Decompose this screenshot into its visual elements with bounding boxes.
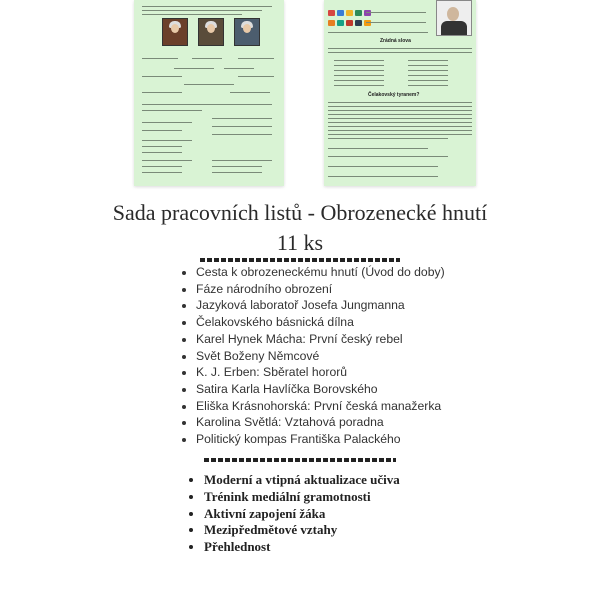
list-item: • Čelakovského básnická dílna <box>196 314 445 331</box>
features-list <box>186 472 400 556</box>
worksheet-preview-right <box>324 0 476 186</box>
topics-list <box>178 264 445 448</box>
item-count: 11 ks <box>276 230 324 255</box>
dark-red-icon <box>346 20 353 26</box>
portrait-image-celakovsky <box>436 0 472 36</box>
list-item: • K. J. Erben: Sběratel hororů <box>196 364 445 381</box>
portrait-image-3 <box>234 18 260 46</box>
list-item: • Satira Karla Havlíčka Borovského <box>196 381 445 398</box>
list-item: • Cesta k obrozeneckému hnutí (Úvod do doby) <box>196 264 445 281</box>
orange-icon <box>328 20 335 26</box>
emoji-icons-row <box>328 10 371 16</box>
list-item: • Jazyková laboratoř Josefa Jungmanna <box>196 297 445 314</box>
list-item: • Přehlednost <box>204 539 400 556</box>
red-icon <box>328 10 335 16</box>
list-item: • Aktivní zapojení žáka <box>204 506 400 523</box>
list-item: • Fáze národního obrození <box>196 281 445 298</box>
page-title: Sada pracovních listů - Obrozenecké hnutí <box>112 200 488 225</box>
navy-icon <box>355 20 362 26</box>
list-item: • Politický kompas Františka Palackého <box>196 431 445 448</box>
list-item: • Mezipředmětové vztahy <box>204 522 400 539</box>
yellow-icon <box>346 10 353 16</box>
purple-icon <box>364 10 371 16</box>
emoji-icons-row-2 <box>328 20 371 26</box>
portrait-image-2 <box>198 18 224 46</box>
blue-icon <box>337 10 344 16</box>
list-item: • Eliška Krásnohorská: První česká manažerka <box>196 398 445 415</box>
list-item: • Karel Hynek Mácha: První český rebel <box>196 331 445 348</box>
amber-icon <box>364 20 371 26</box>
green-icon <box>355 10 362 16</box>
portrait-image-1 <box>162 18 188 46</box>
divider-dashes-top <box>200 258 400 262</box>
list-item: • Karolina Světlá: Vztahová poradna <box>196 414 445 431</box>
divider-dashes-bottom <box>204 458 396 462</box>
preview-heading-tyrant: Čelakovský tyranem? <box>368 92 420 98</box>
preview-heading-false-words: Zrádná slova <box>380 38 411 44</box>
teal-icon <box>337 20 344 26</box>
list-item: • Trénink mediální gramotnosti <box>204 489 400 506</box>
list-item: • Svět Boženy Němcové <box>196 348 445 365</box>
worksheet-preview-left <box>134 0 284 186</box>
list-item: • Moderní a vtipná aktualizace učiva <box>204 472 400 489</box>
